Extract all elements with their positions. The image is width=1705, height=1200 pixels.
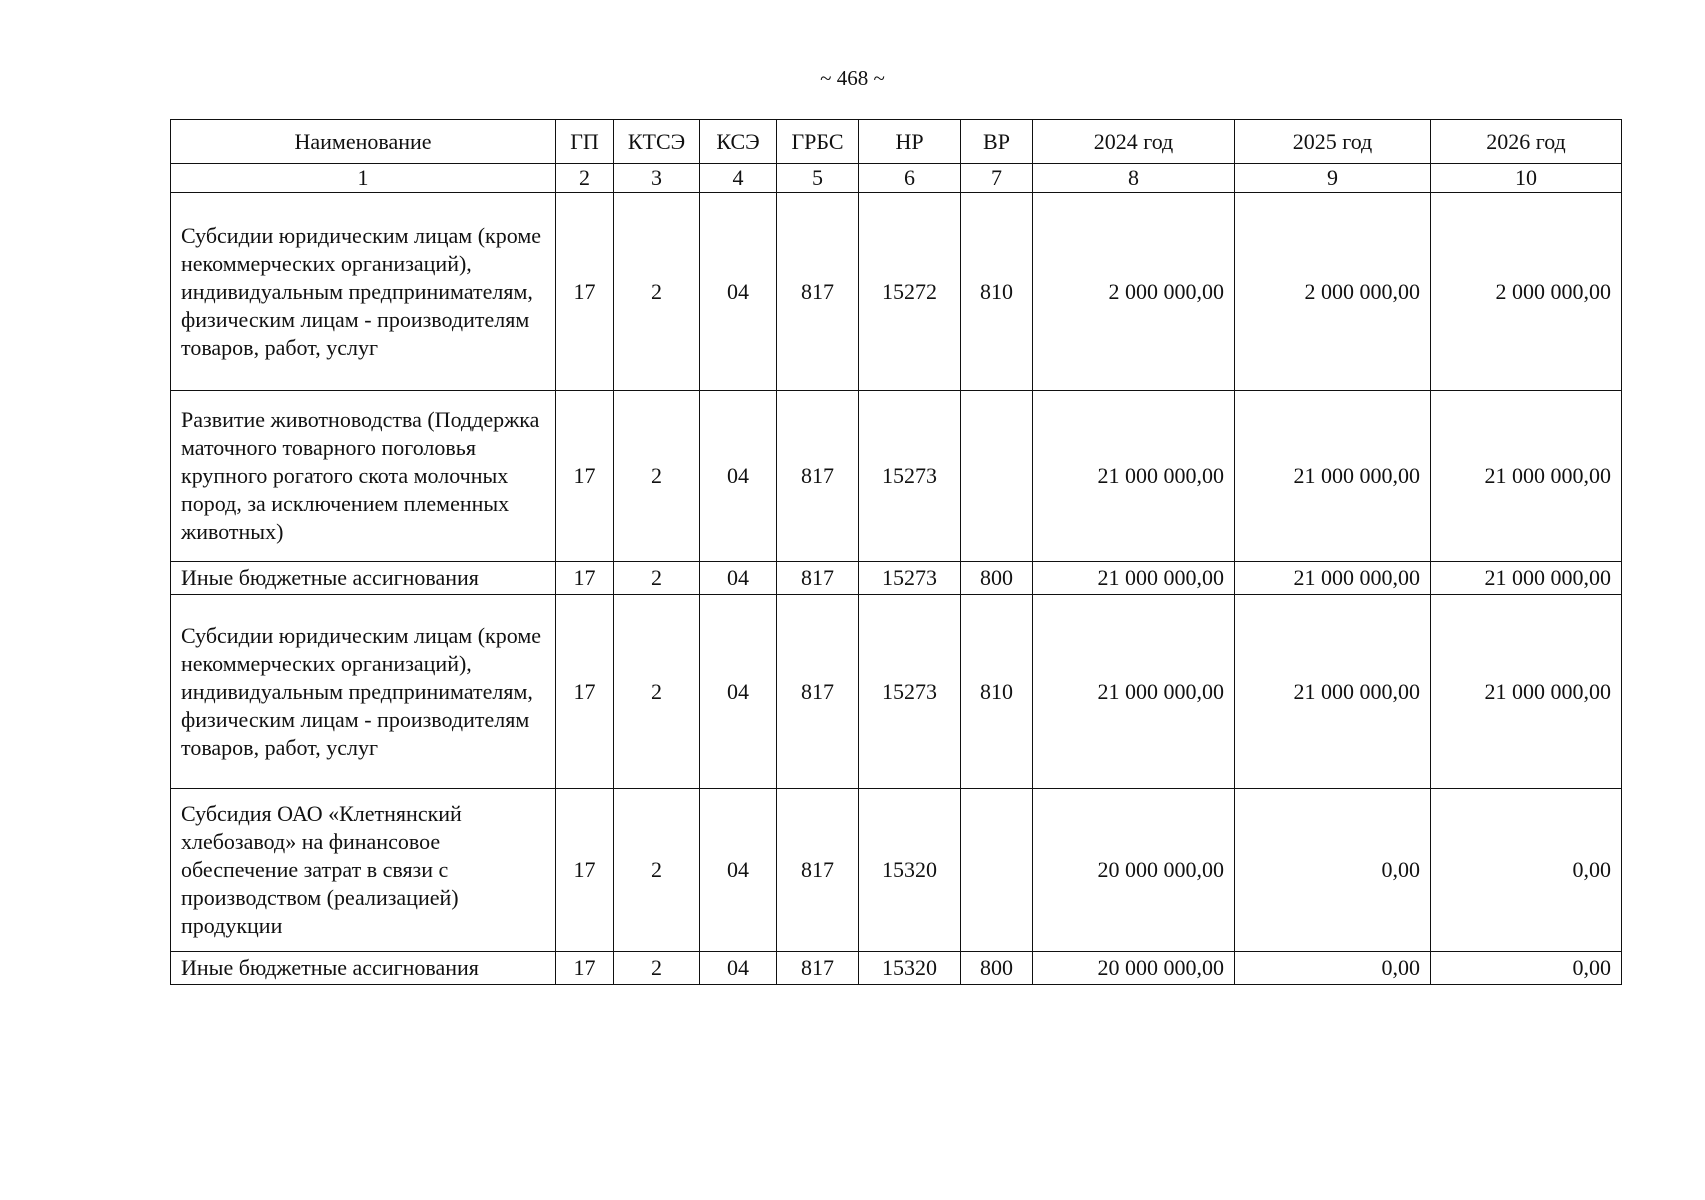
cell-kse: 04 bbox=[700, 193, 777, 391]
column-header: 2026 год bbox=[1431, 120, 1622, 164]
cell-gp: 17 bbox=[556, 595, 614, 789]
table-row bbox=[171, 562, 1622, 595]
cell-nr: 15273 bbox=[859, 562, 961, 595]
column-header: НР bbox=[859, 120, 961, 164]
budget-table bbox=[170, 119, 1622, 985]
column-number: 3 bbox=[614, 164, 700, 193]
column-number: 4 bbox=[700, 164, 777, 193]
row-name: Субсидии юридическим лицам (кроме некоммерческих организаций), индивидуальным предпринимателям, физическим лицам - производителям товаров, работ, услуг bbox=[171, 595, 556, 789]
cell-nr: 15272 bbox=[859, 193, 961, 391]
table-row bbox=[171, 391, 1622, 562]
cell-gp: 17 bbox=[556, 193, 614, 391]
column-header: 2025 год bbox=[1235, 120, 1431, 164]
cell-kse: 04 bbox=[700, 562, 777, 595]
cell-nr: 15273 bbox=[859, 391, 961, 562]
row-name: Иные бюджетные ассигнования bbox=[171, 952, 556, 985]
cell-2026: 0,00 bbox=[1431, 952, 1622, 985]
cell-2025: 21 000 000,00 bbox=[1235, 391, 1431, 562]
row-name: Субсидия ОАО «Клетнянский хлебозавод» на финансовое обеспечение затрат в связи с производством (реализацией) продукции bbox=[171, 789, 556, 952]
cell-kse: 04 bbox=[700, 391, 777, 562]
cell-grbs: 817 bbox=[777, 193, 859, 391]
cell-2025: 21 000 000,00 bbox=[1235, 595, 1431, 789]
column-number: 5 bbox=[777, 164, 859, 193]
cell-gp: 17 bbox=[556, 391, 614, 562]
cell-vr bbox=[961, 789, 1033, 952]
column-header: КСЭ bbox=[700, 120, 777, 164]
column-number: 7 bbox=[961, 164, 1033, 193]
cell-grbs: 817 bbox=[777, 562, 859, 595]
column-number: 1 bbox=[171, 164, 556, 193]
table-row bbox=[171, 952, 1622, 985]
cell-vr: 810 bbox=[961, 193, 1033, 391]
table-row bbox=[171, 789, 1622, 952]
cell-2026: 0,00 bbox=[1431, 789, 1622, 952]
cell-2025: 21 000 000,00 bbox=[1235, 562, 1431, 595]
cell-ktse: 2 bbox=[614, 562, 700, 595]
cell-kse: 04 bbox=[700, 789, 777, 952]
cell-vr: 810 bbox=[961, 595, 1033, 789]
cell-vr bbox=[961, 391, 1033, 562]
cell-2024: 21 000 000,00 bbox=[1033, 562, 1235, 595]
row-name: Развитие животноводства (Поддержка маточного товарного поголовья крупного рогатого скота молочных пород, за исключением племенных животных) bbox=[171, 391, 556, 562]
column-header: 2024 год bbox=[1033, 120, 1235, 164]
row-name: Субсидии юридическим лицам (кроме некоммерческих организаций), индивидуальным предпринимателям, физическим лицам - производителям товаров, работ, услуг bbox=[171, 193, 556, 391]
column-header: ГП bbox=[556, 120, 614, 164]
cell-2026: 2 000 000,00 bbox=[1431, 193, 1622, 391]
cell-kse: 04 bbox=[700, 952, 777, 985]
cell-2025: 0,00 bbox=[1235, 789, 1431, 952]
cell-ktse: 2 bbox=[614, 789, 700, 952]
cell-2024: 20 000 000,00 bbox=[1033, 952, 1235, 985]
table-header-row bbox=[171, 120, 1622, 164]
cell-gp: 17 bbox=[556, 562, 614, 595]
column-header: Наименование bbox=[171, 120, 556, 164]
column-header: ВР bbox=[961, 120, 1033, 164]
column-number: 6 bbox=[859, 164, 961, 193]
cell-ktse: 2 bbox=[614, 595, 700, 789]
cell-vr: 800 bbox=[961, 952, 1033, 985]
cell-gp: 17 bbox=[556, 789, 614, 952]
cell-2025: 2 000 000,00 bbox=[1235, 193, 1431, 391]
cell-vr: 800 bbox=[961, 562, 1033, 595]
column-number: 10 bbox=[1431, 164, 1622, 193]
cell-2025: 0,00 bbox=[1235, 952, 1431, 985]
cell-ktse: 2 bbox=[614, 391, 700, 562]
cell-grbs: 817 bbox=[777, 952, 859, 985]
column-header: ГРБС bbox=[777, 120, 859, 164]
row-name: Иные бюджетные ассигнования bbox=[171, 562, 556, 595]
cell-2024: 2 000 000,00 bbox=[1033, 193, 1235, 391]
cell-2026: 21 000 000,00 bbox=[1431, 595, 1622, 789]
cell-2026: 21 000 000,00 bbox=[1431, 562, 1622, 595]
column-number-row bbox=[171, 164, 1622, 193]
cell-kse: 04 bbox=[700, 595, 777, 789]
cell-2026: 21 000 000,00 bbox=[1431, 391, 1622, 562]
cell-2024: 21 000 000,00 bbox=[1033, 595, 1235, 789]
column-header: КТСЭ bbox=[614, 120, 700, 164]
cell-nr: 15320 bbox=[859, 789, 961, 952]
cell-grbs: 817 bbox=[777, 789, 859, 952]
cell-gp: 17 bbox=[556, 952, 614, 985]
page-number: ~ 468 ~ bbox=[820, 66, 885, 90]
cell-nr: 15273 bbox=[859, 595, 961, 789]
cell-grbs: 817 bbox=[777, 595, 859, 789]
column-number: 9 bbox=[1235, 164, 1431, 193]
cell-2024: 20 000 000,00 bbox=[1033, 789, 1235, 952]
column-number: 2 bbox=[556, 164, 614, 193]
cell-2024: 21 000 000,00 bbox=[1033, 391, 1235, 562]
cell-ktse: 2 bbox=[614, 193, 700, 391]
column-number: 8 bbox=[1033, 164, 1235, 193]
cell-grbs: 817 bbox=[777, 391, 859, 562]
table-row bbox=[171, 193, 1622, 391]
cell-ktse: 2 bbox=[614, 952, 700, 985]
cell-nr: 15320 bbox=[859, 952, 961, 985]
table-row bbox=[171, 595, 1622, 789]
